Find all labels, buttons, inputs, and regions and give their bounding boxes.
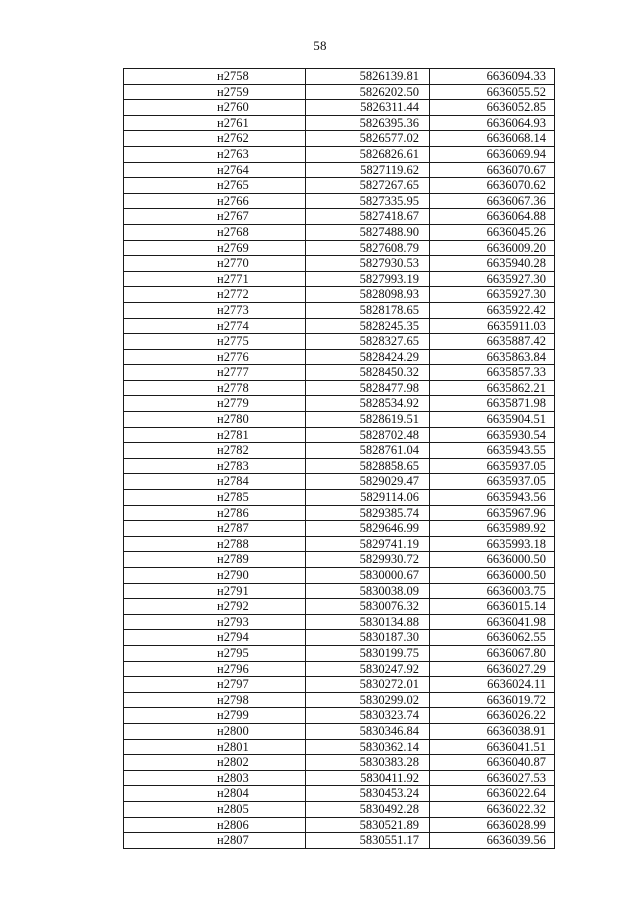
point-id-cell: н2770 (124, 256, 306, 272)
x-coordinate-cell: 5830076.32 (306, 599, 430, 615)
point-id-cell: н2798 (124, 692, 306, 708)
y-coordinate-cell: 6635989.92 (430, 521, 555, 537)
table-row (124, 614, 555, 630)
point-id-cell: н2774 (124, 318, 306, 334)
point-id-cell: н2778 (124, 380, 306, 396)
point-id-cell: н2783 (124, 458, 306, 474)
table-row (124, 708, 555, 724)
table-row (124, 786, 555, 802)
table-row (124, 365, 555, 381)
table-row (124, 458, 555, 474)
table-row (124, 661, 555, 677)
table-row (124, 427, 555, 443)
point-id-cell: н2764 (124, 162, 306, 178)
x-coordinate-cell: 5830299.02 (306, 692, 430, 708)
point-id-cell: н2768 (124, 224, 306, 240)
y-coordinate-cell: 6636052.85 (430, 100, 555, 116)
point-id-cell: н2789 (124, 552, 306, 568)
point-id-cell: н2782 (124, 443, 306, 459)
x-coordinate-cell: 5827267.65 (306, 178, 430, 194)
x-coordinate-cell: 5830362.14 (306, 739, 430, 755)
y-coordinate-cell: 6636039.56 (430, 833, 555, 849)
table-row (124, 162, 555, 178)
table-row (124, 443, 555, 459)
table-row (124, 396, 555, 412)
x-coordinate-cell: 5826826.61 (306, 146, 430, 162)
y-coordinate-cell: 6636041.51 (430, 739, 555, 755)
table-row (124, 599, 555, 615)
x-coordinate-cell: 5829385.74 (306, 505, 430, 521)
point-id-cell: н2780 (124, 412, 306, 428)
point-id-cell: н2785 (124, 490, 306, 506)
y-coordinate-cell: 6636009.20 (430, 240, 555, 256)
y-coordinate-cell: 6636019.72 (430, 692, 555, 708)
y-coordinate-cell: 6635927.30 (430, 271, 555, 287)
table-row (124, 677, 555, 693)
point-id-cell: н2797 (124, 677, 306, 693)
table-row (124, 349, 555, 365)
x-coordinate-cell: 5828098.93 (306, 287, 430, 303)
y-coordinate-cell: 6635911.03 (430, 318, 555, 334)
y-coordinate-cell: 6635940.28 (430, 256, 555, 272)
table-row (124, 209, 555, 225)
y-coordinate-cell: 6636062.55 (430, 630, 555, 646)
y-coordinate-cell: 6636067.36 (430, 193, 555, 209)
y-coordinate-cell: 6635904.51 (430, 412, 555, 428)
point-id-cell: н2806 (124, 817, 306, 833)
y-coordinate-cell: 6635922.42 (430, 302, 555, 318)
table-row (124, 645, 555, 661)
point-id-cell: н2792 (124, 599, 306, 615)
x-coordinate-cell: 5826577.02 (306, 131, 430, 147)
point-id-cell: н2804 (124, 786, 306, 802)
x-coordinate-cell: 5829930.72 (306, 552, 430, 568)
table-row (124, 412, 555, 428)
y-coordinate-cell: 6636028.99 (430, 817, 555, 833)
point-id-cell: н2765 (124, 178, 306, 194)
x-coordinate-cell: 5828178.65 (306, 302, 430, 318)
point-id-cell: н2796 (124, 661, 306, 677)
point-id-cell: н2787 (124, 521, 306, 537)
point-id-cell: н2781 (124, 427, 306, 443)
y-coordinate-cell: 6635993.18 (430, 536, 555, 552)
y-coordinate-cell: 6635937.05 (430, 474, 555, 490)
table-row (124, 318, 555, 334)
y-coordinate-cell: 6636064.93 (430, 115, 555, 131)
table-row (124, 552, 555, 568)
x-coordinate-cell: 5830272.01 (306, 677, 430, 693)
table-row (124, 115, 555, 131)
page-number: 58 (313, 38, 327, 53)
table-row (124, 287, 555, 303)
y-coordinate-cell: 6636045.26 (430, 224, 555, 240)
point-id-cell: н2799 (124, 708, 306, 724)
y-coordinate-cell: 6636041.98 (430, 614, 555, 630)
point-id-cell: н2793 (124, 614, 306, 630)
y-coordinate-cell: 6636027.29 (430, 661, 555, 677)
x-coordinate-cell: 5828619.51 (306, 412, 430, 428)
point-id-cell: н2771 (124, 271, 306, 287)
table-row (124, 723, 555, 739)
y-coordinate-cell: 6635871.98 (430, 396, 555, 412)
table-row (124, 178, 555, 194)
x-coordinate-cell: 5828424.29 (306, 349, 430, 365)
table-row (124, 302, 555, 318)
table-row (124, 240, 555, 256)
x-coordinate-cell: 5828450.32 (306, 365, 430, 381)
y-coordinate-cell: 6636000.50 (430, 568, 555, 584)
point-id-cell: н2759 (124, 84, 306, 100)
x-coordinate-cell: 5826139.81 (306, 69, 430, 85)
y-coordinate-cell: 6636070.67 (430, 162, 555, 178)
table-row (124, 146, 555, 162)
x-coordinate-cell: 5830000.67 (306, 568, 430, 584)
y-coordinate-cell: 6635967.96 (430, 505, 555, 521)
y-coordinate-cell: 6635863.84 (430, 349, 555, 365)
point-id-cell: н2773 (124, 302, 306, 318)
y-coordinate-cell: 6636000.50 (430, 552, 555, 568)
point-id-cell: н2803 (124, 770, 306, 786)
point-id-cell: н2795 (124, 645, 306, 661)
point-id-cell: н2758 (124, 69, 306, 85)
point-id-cell: н2772 (124, 287, 306, 303)
point-id-cell: н2776 (124, 349, 306, 365)
y-coordinate-cell: 6636069.94 (430, 146, 555, 162)
table-row (124, 380, 555, 396)
x-coordinate-cell: 5828702.48 (306, 427, 430, 443)
point-id-cell: н2791 (124, 583, 306, 599)
x-coordinate-cell: 5830323.74 (306, 708, 430, 724)
table-row (124, 817, 555, 833)
table-row (124, 755, 555, 771)
y-coordinate-cell: 6636027.53 (430, 770, 555, 786)
table-row (124, 505, 555, 521)
point-id-cell: н2801 (124, 739, 306, 755)
x-coordinate-cell: 5827119.62 (306, 162, 430, 178)
point-id-cell: н2802 (124, 755, 306, 771)
x-coordinate-cell: 5827418.67 (306, 209, 430, 225)
point-id-cell: н2760 (124, 100, 306, 116)
x-coordinate-cell: 5827335.95 (306, 193, 430, 209)
y-coordinate-cell: 6636022.32 (430, 801, 555, 817)
x-coordinate-cell: 5828477.98 (306, 380, 430, 396)
point-id-cell: н2800 (124, 723, 306, 739)
y-coordinate-cell: 6635887.42 (430, 334, 555, 350)
x-coordinate-cell: 5830187.30 (306, 630, 430, 646)
x-coordinate-cell: 5828245.35 (306, 318, 430, 334)
x-coordinate-cell: 5829741.19 (306, 536, 430, 552)
x-coordinate-cell: 5827930.53 (306, 256, 430, 272)
y-coordinate-cell: 6635943.55 (430, 443, 555, 459)
y-coordinate-cell: 6635930.54 (430, 427, 555, 443)
y-coordinate-cell: 6635927.30 (430, 287, 555, 303)
x-coordinate-cell: 5827488.90 (306, 224, 430, 240)
x-coordinate-cell: 5830346.84 (306, 723, 430, 739)
table-row (124, 334, 555, 350)
x-coordinate-cell: 5826202.50 (306, 84, 430, 100)
point-id-cell: н2763 (124, 146, 306, 162)
y-coordinate-cell: 6636003.75 (430, 583, 555, 599)
y-coordinate-cell: 6636064.88 (430, 209, 555, 225)
table-row (124, 69, 555, 85)
y-coordinate-cell: 6636070.62 (430, 178, 555, 194)
point-id-cell: н2779 (124, 396, 306, 412)
y-coordinate-cell: 6636022.64 (430, 786, 555, 802)
point-id-cell: н2788 (124, 536, 306, 552)
table-row (124, 224, 555, 240)
x-coordinate-cell: 5830038.09 (306, 583, 430, 599)
point-id-cell: н2805 (124, 801, 306, 817)
point-id-cell: н2777 (124, 365, 306, 381)
table-row (124, 739, 555, 755)
y-coordinate-cell: 6635937.05 (430, 458, 555, 474)
table-row (124, 583, 555, 599)
coordinates-table (123, 68, 555, 849)
y-coordinate-cell: 6636055.52 (430, 84, 555, 100)
table-row (124, 521, 555, 537)
table-row (124, 256, 555, 272)
table-row (124, 692, 555, 708)
point-id-cell: н2775 (124, 334, 306, 350)
x-coordinate-cell: 5829029.47 (306, 474, 430, 490)
x-coordinate-cell: 5830134.88 (306, 614, 430, 630)
x-coordinate-cell: 5828534.92 (306, 396, 430, 412)
y-coordinate-cell: 6636094.33 (430, 69, 555, 85)
table-row (124, 568, 555, 584)
y-coordinate-cell: 6635862.21 (430, 380, 555, 396)
y-coordinate-cell: 6636026.22 (430, 708, 555, 724)
table-row (124, 801, 555, 817)
y-coordinate-cell: 6636038.91 (430, 723, 555, 739)
y-coordinate-cell: 6636024.11 (430, 677, 555, 693)
point-id-cell: н2769 (124, 240, 306, 256)
x-coordinate-cell: 5830411.92 (306, 770, 430, 786)
x-coordinate-cell: 5830383.28 (306, 755, 430, 771)
table-row (124, 131, 555, 147)
point-id-cell: н2794 (124, 630, 306, 646)
coordinates-table-body (124, 69, 555, 849)
x-coordinate-cell: 5829114.06 (306, 490, 430, 506)
x-coordinate-cell: 5830521.89 (306, 817, 430, 833)
point-id-cell: н2766 (124, 193, 306, 209)
point-id-cell: н2790 (124, 568, 306, 584)
y-coordinate-cell: 6635943.56 (430, 490, 555, 506)
y-coordinate-cell: 6635857.33 (430, 365, 555, 381)
point-id-cell: н2784 (124, 474, 306, 490)
point-id-cell: н2807 (124, 833, 306, 849)
x-coordinate-cell: 5830453.24 (306, 786, 430, 802)
table-row (124, 100, 555, 116)
y-coordinate-cell: 6636068.14 (430, 131, 555, 147)
table-row (124, 833, 555, 849)
y-coordinate-cell: 6636067.80 (430, 645, 555, 661)
point-id-cell: н2767 (124, 209, 306, 225)
table-row (124, 770, 555, 786)
table-row (124, 630, 555, 646)
point-id-cell: н2761 (124, 115, 306, 131)
x-coordinate-cell: 5828761.04 (306, 443, 430, 459)
table-row (124, 474, 555, 490)
y-coordinate-cell: 6636040.87 (430, 755, 555, 771)
y-coordinate-cell: 6636015.14 (430, 599, 555, 615)
table-row (124, 271, 555, 287)
x-coordinate-cell: 5827993.19 (306, 271, 430, 287)
table-row (124, 490, 555, 506)
table-row (124, 193, 555, 209)
x-coordinate-cell: 5828327.65 (306, 334, 430, 350)
x-coordinate-cell: 5826395.36 (306, 115, 430, 131)
point-id-cell: н2762 (124, 131, 306, 147)
x-coordinate-cell: 5830551.17 (306, 833, 430, 849)
x-coordinate-cell: 5828858.65 (306, 458, 430, 474)
table-row (124, 536, 555, 552)
point-id-cell: н2786 (124, 505, 306, 521)
x-coordinate-cell: 5830199.75 (306, 645, 430, 661)
x-coordinate-cell: 5827608.79 (306, 240, 430, 256)
x-coordinate-cell: 5829646.99 (306, 521, 430, 537)
x-coordinate-cell: 5830247.92 (306, 661, 430, 677)
table-row (124, 84, 555, 100)
x-coordinate-cell: 5826311.44 (306, 100, 430, 116)
x-coordinate-cell: 5830492.28 (306, 801, 430, 817)
